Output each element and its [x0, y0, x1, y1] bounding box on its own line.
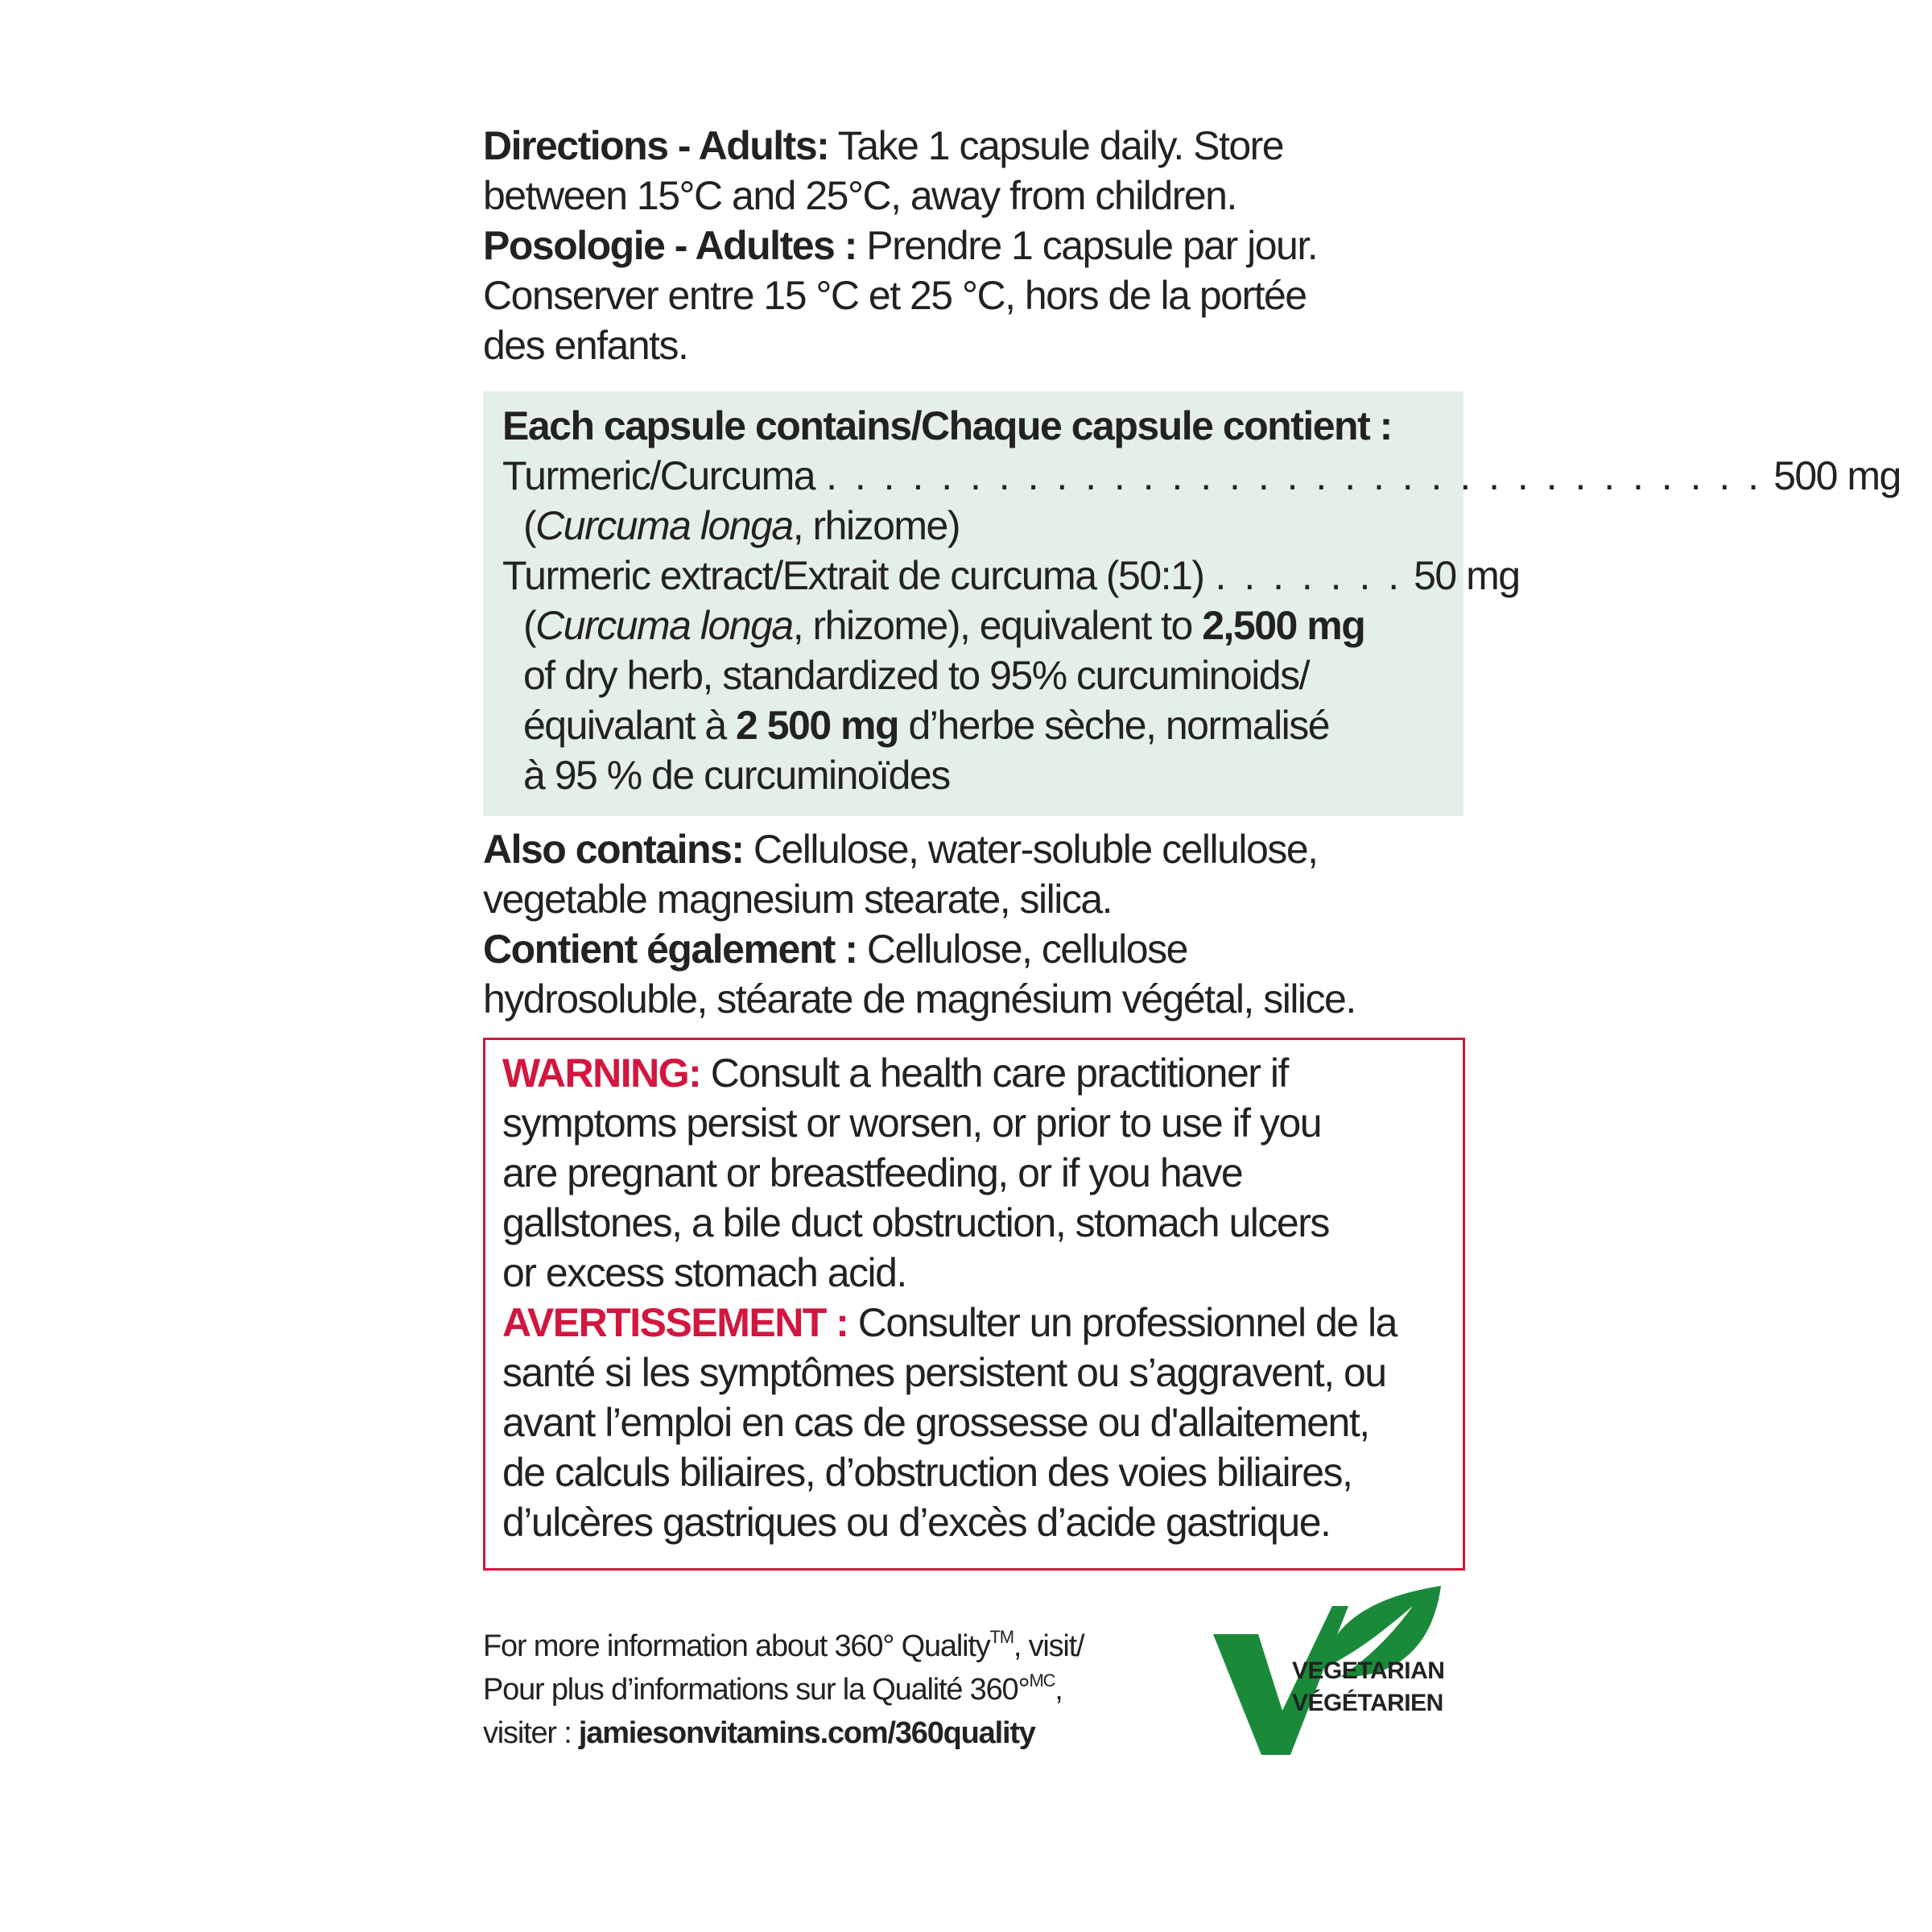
vegetarian-label	[1292, 1655, 1444, 1719]
also-fr-line-1: Contient également : Cellulose, cellulose	[483, 927, 1187, 972]
directions-fr-line-3: des enfants.	[483, 323, 688, 368]
directions-en-line-1: Directions - Adults: Take 1 capsule daily. Store	[483, 123, 1284, 168]
also-fr-line-2: hydrosoluble, stéarate de magnésium végétal, silice.	[483, 976, 1356, 1022]
also-en-label: Also contains:	[483, 827, 744, 872]
ingredient-extract-line-5: à 95 % de curcuminoïdes	[523, 753, 950, 798]
footer-line-1: For more information about 360° Quality™, visit/	[483, 1627, 1084, 1663]
warning-fr-line-1: AVERTISSEMENT : Consulter un professionnel de la	[502, 1300, 1397, 1345]
directions-fr-line-1: Posologie - Adultes : Prendre 1 capsule par jour.	[483, 223, 1318, 268]
directions-en-line-2: between 15°C and 25°C, away from children.	[483, 173, 1236, 218]
warning-box	[483, 1038, 1465, 1571]
warning-en-line-2: symptoms persist or worsen, or prior to use if you	[502, 1100, 1322, 1146]
also-en-line-1: Also contains: Cellulose, water-soluble cellulose,	[483, 827, 1318, 872]
warning-fr-label: AVERTISSEMENT :	[502, 1300, 848, 1345]
warning-en-label: WARNING:	[502, 1051, 701, 1096]
ingredient-amount: 500 mg	[1773, 453, 1901, 498]
footer-info	[483, 1624, 1208, 1755]
warning-en-line-1: WARNING: Consult a health care practitioner if	[502, 1051, 1288, 1096]
ingredient-name: Turmeric/Curcuma	[502, 453, 815, 498]
warning-en-line-4: gallstones, a bile duct obstruction, stomach ulcers	[502, 1200, 1329, 1245]
vegetarian-label-en: VEGETARIAN	[1292, 1657, 1445, 1684]
ingredient-row-turmeric	[502, 451, 1901, 501]
leader-dots: . . . . . . . . . . . . . . . . . . . . . . . . . . . . . . . . .	[826, 453, 1763, 498]
warning-en-line-3: are pregnant or breastfeeding, or if you have	[502, 1150, 1243, 1195]
ingredients-heading: Each capsule contains/Chaque capsule contient :	[502, 403, 1392, 448]
warning-fr-line-3: avant l’emploi en cas de grossesse ou d'allaitement,	[502, 1400, 1369, 1445]
ingredient-name: Turmeric extract/Extrait de curcuma (50:1)	[502, 553, 1204, 598]
vegetarian-label-fr: VÉGÉTARIEN	[1292, 1690, 1443, 1716]
directions-en-label: Directions - Adults:	[483, 123, 829, 168]
warning-fr-line-5: d’ulcères gastriques ou d’excès d’acide gastrique.	[502, 1500, 1331, 1545]
leader-dots: . . . . . . .	[1215, 553, 1403, 598]
ingredient-amount: 50 mg	[1414, 553, 1520, 598]
footer-url: jamiesonvitamins.com/360quality	[578, 1716, 1035, 1750]
warning-fr-line-4: de calculs biliaires, d’obstruction des voies biliaires,	[502, 1450, 1352, 1495]
also-contains-section	[483, 824, 1465, 1024]
ingredients-panel	[483, 391, 1901, 816]
warning-en-line-5: or excess stomach acid.	[502, 1250, 906, 1295]
footer-line-2: Pour plus d’informations sur la Qualité 360°$^{MC}$,	[483, 1670, 1063, 1707]
ingredient-extract-line-4: équivalant à 2 500 mg d’herbe sèche, normalisé	[523, 703, 1330, 748]
ingredient-source-turmeric: (Curcuma longa, rhizome)	[523, 503, 960, 548]
directions-fr-line-2: Conserver entre 15 °C et 25 °C, hors de la portée	[483, 273, 1307, 318]
warning-fr-line-2: santé si les symptômes persistent ou s’aggravent, ou	[502, 1350, 1386, 1395]
also-en-line-2: vegetable magnesium stearate, silica.	[483, 877, 1113, 922]
also-fr-label: Contient également :	[483, 927, 857, 972]
ingredient-row-extract	[502, 551, 1520, 601]
directions-section	[483, 121, 1465, 370]
ingredient-extract-line-3: of dry herb, standardized to 95% curcuminoids/	[523, 653, 1309, 698]
ingredient-source-extract: (Curcuma longa, rhizome), equivalent to 2,500 mg	[523, 603, 1365, 648]
directions-fr-label: Posologie - Adultes :	[483, 223, 857, 268]
footer-line-3: visiter : jamiesonvitamins.com/360quality	[483, 1716, 1035, 1750]
